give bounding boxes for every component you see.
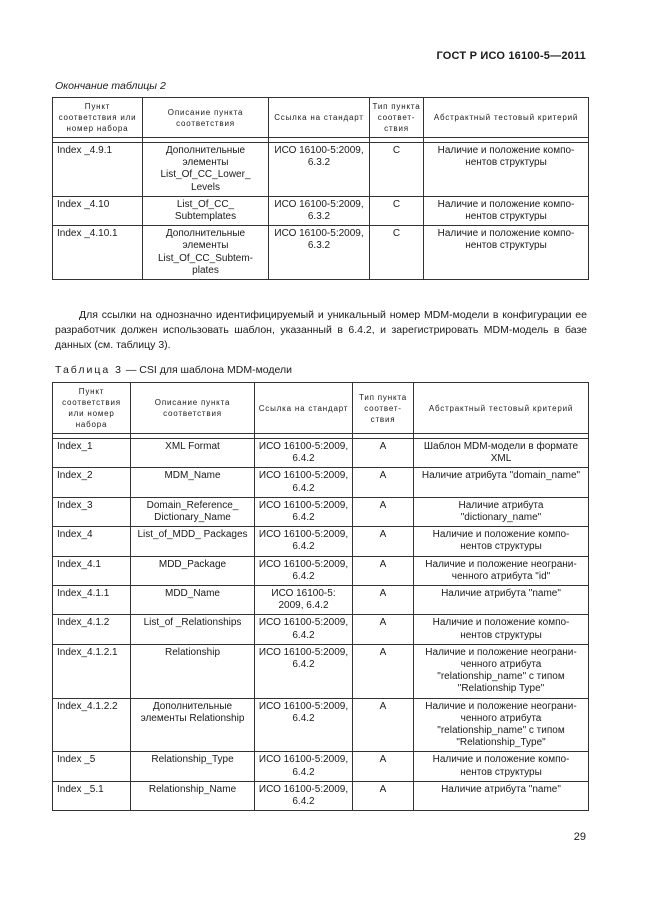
column-header: Ссылка на стандарт [269,98,370,138]
table-2-header [53,98,589,138]
table-cell: Index_4.1.2.1 [53,644,131,698]
column-header: Абстрактный тестовый критерий [414,383,589,434]
table-cell: List_Of_CC_ Subtemplates [143,196,269,225]
table-3-caption [55,364,292,376]
table-cell: C [370,143,424,197]
table-cell: ИСО 16100-5:2009, 6.4.2 [255,698,353,752]
table-cell: ИСО 16100-5:2009, 6.4.2 [255,752,353,781]
table-cell: Наличие и положение неограни-ченного атрибута "id" [414,556,589,585]
table-cell: Наличие и положение компо-нентов структуры [424,143,589,197]
table-cell: Index_1 [53,439,131,468]
table-cell: A [353,644,414,698]
table-cell: Index_3 [53,497,131,526]
column-header: Ссылка на стандарт [255,383,353,434]
table-cell: ИСО 16100-5:2009, 6.4.2 [255,781,353,810]
table-2-continuation [52,97,589,280]
table-cell: Index_4 [53,527,131,556]
table-row [53,556,589,585]
table-row [53,752,589,781]
table-cell: Index _4.10 [53,196,143,225]
table-cell: C [370,226,424,280]
table-cell: Index _5 [53,752,131,781]
table-cell: List_of_MDD_ Packages [131,527,255,556]
table-cell: Index_4.1.2 [53,615,131,644]
table-cell: Наличие и положение компо-нентов структуры [414,752,589,781]
column-header: Тип пункта соответ-ствия [370,98,424,138]
table-cell: C [370,196,424,225]
table-cell: Наличие и положение компо-нентов структуры [414,615,589,644]
table-row [53,586,589,615]
table-cell: ИСО 16100-5:2009, 6.3.2 [269,143,370,197]
table-cell: Наличие и положение неограни-ченного атрибута "relationship_name" с типом "Relationship Type" [414,644,589,698]
table-cell: A [353,781,414,810]
table-cell: Дополнительные элементы List_Of_CC_Subtem-plates [143,226,269,280]
column-header: Пункт соответствия или номер набора [53,98,143,138]
table-3-caption-label: Таблица 3 [55,364,123,376]
table-cell: ИСО 16100-5:2009, 6.4.2 [255,439,353,468]
column-header: Пункт соответствия или номер набора [53,383,131,434]
table-cell: Relationship [131,644,255,698]
table-cell: Index_4.1.1 [53,586,131,615]
table-2-body [53,138,589,280]
table-cell: A [353,615,414,644]
table-row [53,698,589,752]
table-cell: Наличие атрибута "dictionary_name" [414,497,589,526]
page-number: 29 [573,831,586,843]
table-cell: ИСО 16100-5: 2009, 6.4.2 [255,586,353,615]
table-cell: List_of _Relationships [131,615,255,644]
table-cell: A [353,468,414,497]
document-header-id: ГОСТ Р ИСО 16100-5—2011 [436,50,586,62]
table-cell: MDD_Name [131,586,255,615]
table-row [53,143,589,197]
table-cell: Наличие атрибута "domain_name" [414,468,589,497]
table-row [53,615,589,644]
table-row [53,644,589,698]
table-cell: Дополнительные элементы Relationship [131,698,255,752]
table-cell: Наличие и положение неограни-ченного атрибута "relationship_name" с типом "Relationship_Type" [414,698,589,752]
table-cell: ИСО 16100-5:2009, 6.4.2 [255,497,353,526]
table-cell: Наличие атрибута "name" [414,781,589,810]
table-3-header [53,383,589,434]
table-cell: Дополнительные элементы List_Of_CC_Lower_ Levels [143,143,269,197]
table-cell: Наличие и положение компо-нентов структуры [414,527,589,556]
table-row [53,439,589,468]
table-cell: ИСО 16100-5:2009, 6.4.2 [255,644,353,698]
table-cell: Наличие и положение компо-нентов структуры [424,196,589,225]
table-cell: Relationship_Name [131,781,255,810]
table-cell: Relationship_Type [131,752,255,781]
column-header: Описание пункта соответствия [131,383,255,434]
table-cell: Index_4.1 [53,556,131,585]
table-row [53,527,589,556]
table-cell: ИСО 16100-5:2009, 6.4.2 [255,527,353,556]
table-cell: ИСО 16100-5:2009, 6.3.2 [269,226,370,280]
column-header: Абстрактный тестовый критерий [424,98,589,138]
table-cell: A [353,698,414,752]
table-row [53,196,589,225]
body-paragraph: Для ссылки на однозначно идентифицируемый и уникальный номер MDM-модели в конфигурации ее разработчик должен использовать шаблон, указанный в 6.4.2, и зарегистрировать MDM-модель в базе данных (см. таблицу 3). [55,309,587,351]
table-row [53,497,589,526]
table-cell: A [353,752,414,781]
table-cell: Index _5.1 [53,781,131,810]
column-header: Тип пункта соответ-ствия [353,383,414,434]
table-cell: XML Format [131,439,255,468]
table-3-caption-text: — CSI для шаблона MDM-модели [122,364,293,376]
table-row [53,468,589,497]
table-cell: Шаблон MDM-модели в формате XML [414,439,589,468]
table-cell: ИСО 16100-5:2009, 6.4.2 [255,556,353,585]
table-cell: A [353,439,414,468]
table-cell: Index _4.10.1 [53,226,143,280]
table-cell: A [353,527,414,556]
table-row [53,781,589,810]
table-cell: Index _4.9.1 [53,143,143,197]
table-cell: MDD_Package [131,556,255,585]
column-header: Описание пункта соответствия [143,98,269,138]
table-cell: Наличие атрибута "name" [414,586,589,615]
table-cell: MDM_Name [131,468,255,497]
table-cell: Index_4.1.2.2 [53,698,131,752]
table-cell: ИСО 16100-5:2009, 6.4.2 [255,615,353,644]
table-cell: Domain_Reference_ Dictionary_Name [131,497,255,526]
table-3 [52,382,589,811]
table-cell: ИСО 16100-5:2009, 6.4.2 [255,468,353,497]
table-cell: Index_2 [53,468,131,497]
table-row [53,226,589,280]
table-cell: A [353,497,414,526]
table-cell: A [353,556,414,585]
table-cell: Наличие и положение компо-нентов структуры [424,226,589,280]
table-3-body [53,434,589,811]
table-2-continuation-caption: Окончание таблицы 2 [55,80,166,92]
table-cell: ИСО 16100-5:2009, 6.3.2 [269,196,370,225]
table-cell: A [353,586,414,615]
